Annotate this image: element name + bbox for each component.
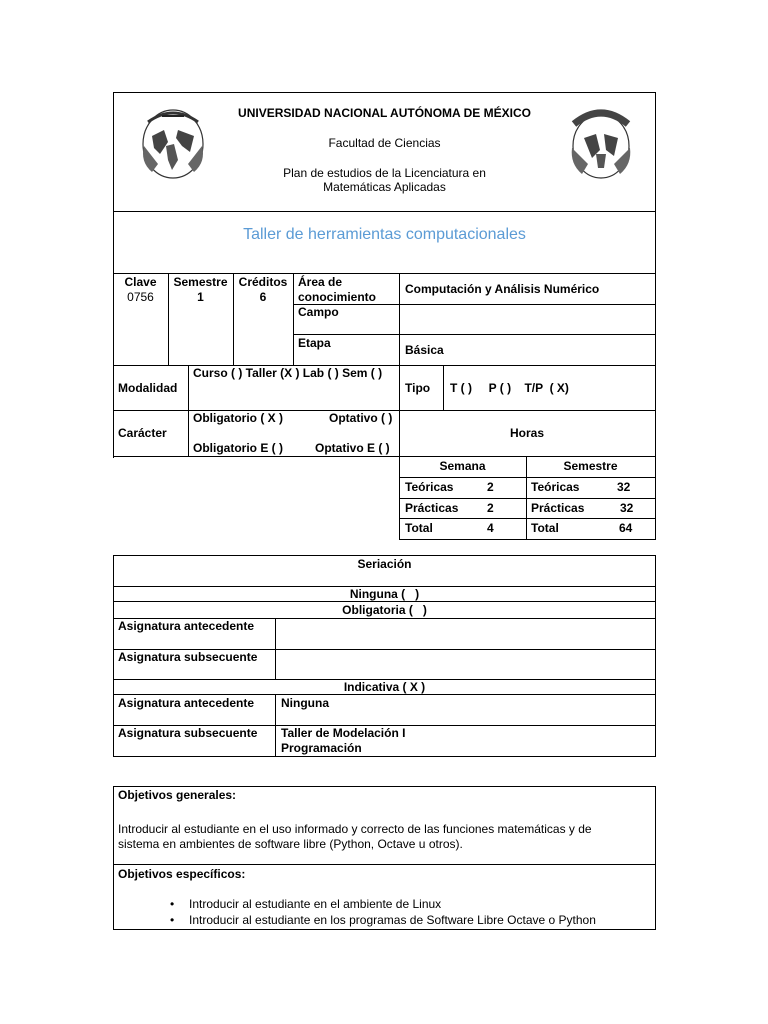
- semestre-header: Semestre: [563, 459, 618, 473]
- area-value: Computación y Análisis Numérico: [405, 282, 600, 296]
- modalidad-label: Modalidad: [118, 381, 178, 395]
- indicativa-option: Indicativa ( X ): [343, 680, 426, 694]
- objetivos-generales-label: Objetivos generales:: [118, 788, 237, 802]
- practicas-semana-value: 2: [487, 501, 494, 515]
- seriacion-title: Seriación: [357, 557, 412, 571]
- ind-subsecuente-value-2: Programación: [281, 741, 362, 755]
- caracter-label: Carácter: [118, 426, 167, 440]
- area-label-1: Área de: [298, 275, 343, 289]
- objetivo-especifico-1: Introducir al estudiante en el ambiente de Linux: [189, 897, 442, 911]
- etapa-label: Etapa: [298, 336, 331, 350]
- total-semana-value: 4: [487, 521, 494, 535]
- practicas-semana-label: Prácticas: [405, 501, 459, 515]
- plan-line-1: Plan de estudios de la Licenciatura en: [283, 166, 486, 180]
- optativo-e-option: Optativo E ( ): [315, 441, 390, 455]
- university-name: UNIVERSIDAD NACIONAL AUTÓNOMA DE MÉXICO: [238, 106, 531, 120]
- etapa-value: Básica: [405, 343, 444, 357]
- teoricas-semestre-value: 32: [617, 480, 631, 494]
- total-semestre-label: Total: [531, 521, 559, 535]
- tipo-value: T ( ) P ( ) T/P ( X): [450, 381, 569, 395]
- creditos-value: 6: [259, 290, 267, 304]
- optativo-option: Optativo ( ): [329, 411, 393, 425]
- modalidad-value: Curso ( ) Taller (X ) Lab ( ) Sem ( ): [193, 366, 383, 380]
- objetivo-especifico-2: Introducir al estudiante en los programas de Software Libre Octave o Python: [189, 913, 596, 927]
- ind-subsecuente-value-1: Taller de Modelación I: [281, 726, 406, 740]
- ind-antecedente-value: Ninguna: [281, 696, 329, 710]
- obligatoria-option: Obligatoria ( ): [342, 603, 427, 617]
- ind-antecedente-label: Asignatura antecedente: [118, 696, 255, 710]
- creditos-label: Créditos: [238, 275, 288, 289]
- practicas-semestre-label: Prácticas: [531, 501, 585, 515]
- bullet-icon: •: [170, 913, 175, 927]
- clave-label: Clave: [124, 275, 157, 289]
- bullet-icon: •: [170, 897, 175, 911]
- tipo-label: Tipo: [405, 381, 431, 395]
- semestre-value: 1: [197, 290, 204, 304]
- teoricas-semestre-label: Teóricas: [531, 480, 580, 494]
- total-semestre-value: 64: [619, 521, 633, 535]
- teoricas-semana-value: 2: [487, 480, 494, 494]
- obl-subsecuente-label: Asignatura subsecuente: [118, 650, 258, 664]
- plan-line-2: Matemáticas Aplicadas: [323, 180, 446, 194]
- semana-header: Semana: [439, 459, 486, 473]
- campo-label: Campo: [298, 305, 339, 319]
- area-label-2: conocimiento: [298, 290, 377, 304]
- objetivos-especificos-label: Objetivos específicos:: [118, 867, 246, 881]
- obligatorio-option: Obligatorio ( X ): [193, 411, 283, 425]
- practicas-semestre-value: 32: [620, 501, 634, 515]
- semestre-label: Semestre: [173, 275, 228, 289]
- objetivos-generales-line-2: sistema en ambientes de software libre (Python, Octave u otros).: [118, 837, 463, 851]
- faculty-name: Facultad de Ciencias: [328, 136, 441, 150]
- obligatorio-e-option: Obligatorio E ( ): [193, 441, 283, 455]
- course-title: Taller de herramientas computacionales: [243, 226, 526, 243]
- teoricas-semana-label: Teóricas: [405, 480, 454, 494]
- ciencias-seal-text: CIENCIAS: [584, 104, 626, 111]
- total-semana-label: Total: [405, 521, 433, 535]
- ninguna-option: Ninguna ( ): [349, 587, 420, 601]
- objetivos-generales-line-1: Introducir al estudiante en el uso informado y correcto de las funciones matemáticas y de: [118, 822, 592, 836]
- horas-label: Horas: [509, 426, 544, 440]
- ind-subsecuente-label: Asignatura subsecuente: [118, 726, 258, 740]
- clave-value: 0756: [127, 290, 154, 304]
- obl-antecedente-label: Asignatura antecedente: [118, 619, 255, 633]
